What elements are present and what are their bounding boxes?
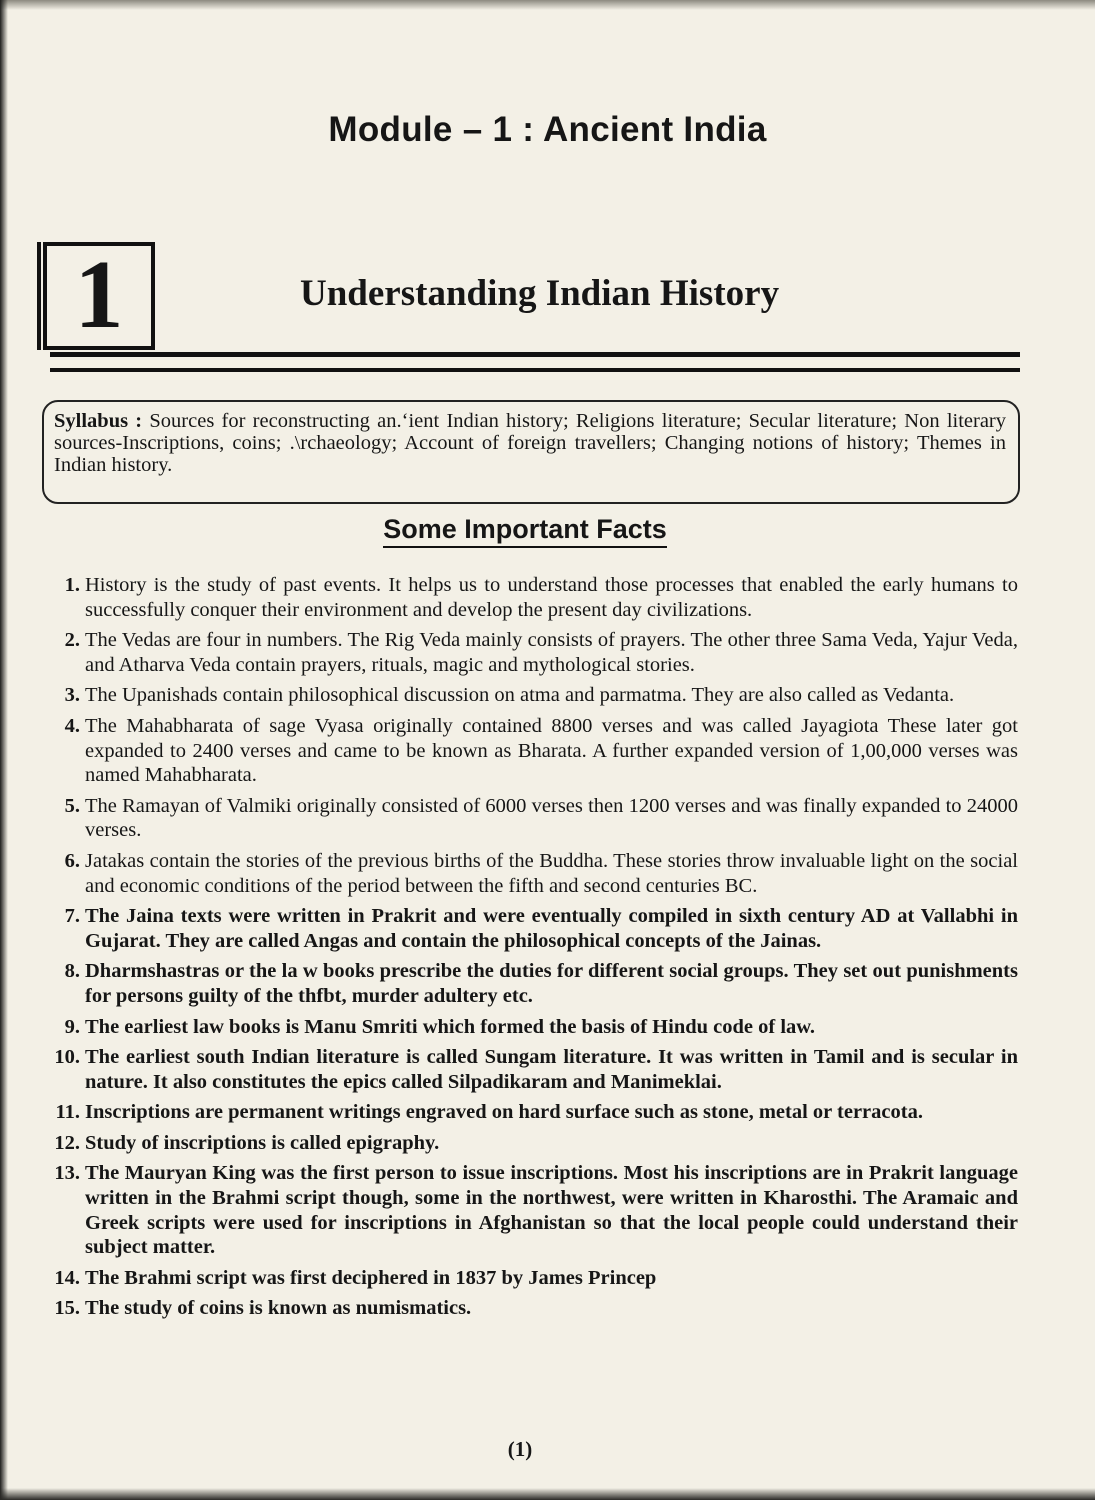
list-item-text: The Brahmi script was first deciphered in 1837 by James Princep (85, 1266, 657, 1289)
list-item-number: 7. (64, 905, 80, 928)
list-item (40, 904, 1018, 953)
chapter-number: 1 (74, 241, 124, 349)
list-item (40, 628, 1018, 677)
list-item (40, 849, 1018, 898)
list-item-number: 3. (64, 684, 80, 707)
list-item-text: History is the study of past events. It helps us to understand those processes that enabled the early humans to successfully conquer their environment and develop the present day civilizations. (85, 574, 1018, 621)
list-item (40, 1100, 1018, 1125)
list-item-number: 10. (54, 1046, 80, 1069)
list-item (40, 1015, 1018, 1040)
list-item-number: 13. (54, 1162, 80, 1185)
syllabus-label: Syllabus : (54, 410, 143, 432)
list-item-number: 5. (64, 794, 80, 817)
list-item-number: 9. (64, 1015, 80, 1038)
page-bottom-shadow (0, 1488, 1095, 1500)
chapter-number-box (43, 242, 155, 350)
title-rule-thick (50, 352, 1020, 357)
list-item-number: 11. (55, 1101, 80, 1124)
list-item (40, 1045, 1018, 1094)
list-item-text: The earliest law books is Manu Smriti which formed the basis of Hindu code of law. (85, 1015, 816, 1038)
list-item-number: 6. (64, 849, 80, 872)
list-item-number: 15. (54, 1297, 80, 1320)
list-item-text: The Vedas are four in numbers. The Rig Veda mainly consists of prayers. The other three Sama Veda, Yajur Veda, and Atharva Veda contain prayers, rituals, magic and mythological stories. (85, 629, 1018, 676)
list-item (40, 794, 1018, 843)
list-item (40, 1161, 1018, 1259)
list-item (40, 1296, 1018, 1321)
page-number: (1) (507, 1437, 533, 1461)
syllabus-text: Sources for reconstructing an.‘ient Indian history; Religions literature; Secular literature; Non literary sources-Inscriptions, coins; .\rchaeology; Account of foreign travellers; Changing notions of history; Themes in Indian history. (54, 410, 1007, 476)
list-item-number: 12. (54, 1131, 80, 1154)
list-item (40, 1131, 1018, 1156)
section-heading (0, 514, 1050, 545)
list-item-text: The Ramayan of Valmiki originally consisted of 6000 verses then 1200 verses and was finally expanded to 24000 verses. (85, 794, 1018, 842)
list-item (40, 573, 1018, 622)
page-left-shadow (0, 0, 8, 1500)
list-item-number: 8. (64, 960, 80, 983)
list-item-number: 2. (64, 629, 80, 652)
list-item-text: Dharmshastras or the la w books prescribe the duties for different social groups. They set out punishments for persons guilty of the thfbt, murder adultery etc. (85, 960, 1018, 1007)
list-item-text: Inscriptions are permanent writings engraved on hard surface such as stone, metal or terracota. (85, 1101, 923, 1124)
list-item (40, 959, 1018, 1008)
list-item-text: The study of coins is known as numismatics. (85, 1297, 472, 1320)
title-rule-thin (50, 368, 1020, 372)
list-item-text: Jatakas contain the stories of the previous births of the Buddha. These stories throw invaluable light on the social and economic conditions of the period between the fifth and second centuries BC. (85, 849, 1018, 897)
list-item-number: 14. (54, 1266, 80, 1289)
list-item-text: Study of inscriptions is called epigraphy. (85, 1131, 440, 1154)
list-item (40, 683, 1018, 708)
module-title: Module – 1 : Ancient India (328, 110, 767, 149)
list-item-text: The Jaina texts were written in Prakrit and were eventually compiled in sixth century AD at Vallabhi in Gujarat. They are called Angas and contain the philosophical concepts of the Jainas. (85, 905, 1018, 952)
facts-list (40, 573, 1018, 1327)
list-item (40, 714, 1018, 788)
list-item-number: 4. (64, 714, 80, 737)
syllabus-box (42, 400, 1020, 504)
page-top-shadow (0, 0, 1095, 10)
list-item-text: The Upanishads contain philosophical discussion on atma and parmatma. They are also called as Vedanta. (85, 684, 955, 707)
section-heading-text: Some Important Facts (383, 514, 667, 548)
chapter-title: Understanding Indian History (300, 273, 780, 314)
list-item-number: 1. (64, 574, 80, 596)
list-item (40, 1266, 1018, 1291)
list-item-text: The Mahabharata of sage Vyasa originally contained 8800 verses and was called Jayagiota These later got expanded to 2400 verses and came to be known as Bharata. A further expanded version of 1,00,000 verses was named Mahabharata. (85, 714, 1018, 787)
list-item-text: The Mauryan King was the first person to issue inscriptions. Most his inscriptions are in Prakrit language written in the Brahmi script though, some in the northwest, were written in Kharosthi. The Aramaic and Greek scripts were used for inscriptions in Afghanistan so that the local people could understand their subject matter. (85, 1162, 1018, 1259)
list-item-text: The earliest south Indian literature is called Sungam literature. It was written in Tamil and is secular in nature. It also constitutes the epics called Silpadikaram and Manimeklai. (85, 1046, 1018, 1093)
